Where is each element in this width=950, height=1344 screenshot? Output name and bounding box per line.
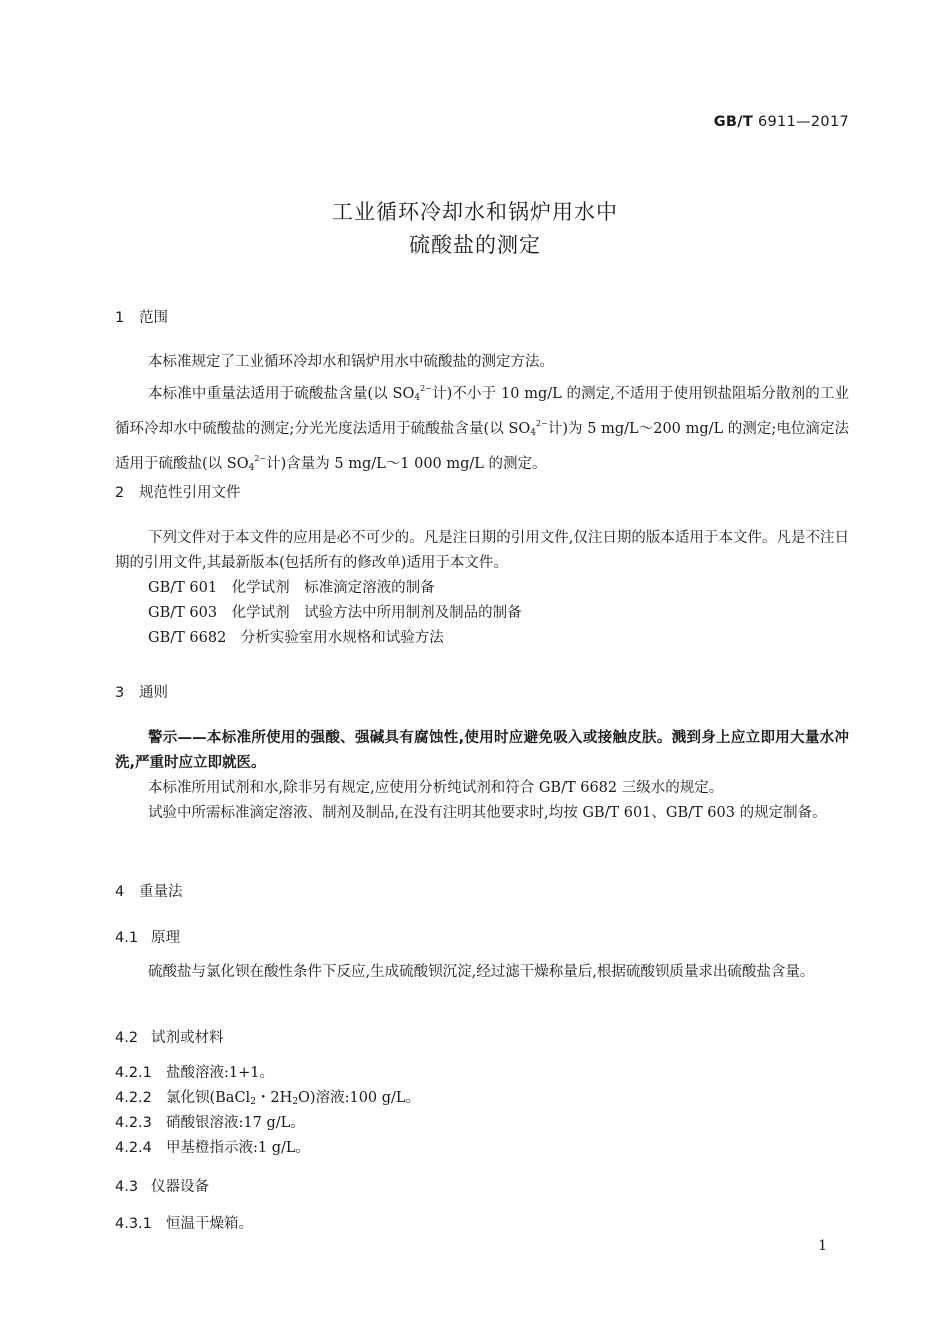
section-4-1-heading: 4.1 原理 (115, 930, 180, 946)
item-4-3-1: 4.3.1 恒温干燥箱。 (115, 1216, 253, 1232)
document-title-line-1: 工业循环冷却水和锅炉用水中 (332, 200, 618, 224)
item-4-2-4: 4.2.4 甲基橙指示液:1 g/L。 (115, 1140, 311, 1156)
section-3-heading: 3 通则 (115, 685, 168, 701)
section-1-paragraph-1: 本标准规定了工业循环冷却水和锅炉用水中硫酸盐的测定方法。 (148, 354, 554, 370)
document-title-line-2: 硫酸盐的测定 (409, 233, 541, 257)
section-1-paragraph-2: 本标准中重量法适用于硫酸盐含量(以 $SO_4^{2-}$计)不小于 10 mg/L 的测定,不适用于使用钡盐阻垢分散剂的工业循环冷却水中硫酸盐的测定;分光光度法适用于硫酸盐含量(以 $SO_4^{2-}$计)为 5 mg/L～200 mg/L 的测定;电位滴定法适用于硫酸盐(以 $SO_4^{2-}$计)含量为 5 mg/L～1 000 mg/L 的测定。 (115, 384, 849, 473)
section-4-3-heading: 4.3 仪器设备 (115, 1179, 209, 1195)
section-1-heading: 1 范围 (115, 310, 168, 326)
section-4-heading: 4 重量法 (115, 884, 183, 900)
section-3-paragraph-2: 试验中所需标准滴定溶液、制剂及制品,在没有注明其他要求时,均按 GB/T 601、GB/T 603 的规定制备。 (148, 805, 827, 821)
document-code: GB/T 6911—2017 (713, 114, 849, 130)
page-number: 1 (818, 1238, 827, 1254)
item-4-2-1: 4.2.1 盐酸溶液:1+1。 (115, 1065, 274, 1081)
section-3-paragraph-1: 本标准所用试剂和水,除非另有规定,应使用分析纯试剂和符合 GB/T 6682 三级水的规定。 (148, 780, 724, 796)
reference-gbt-603: GB/T 603 化学试剂 试验方法中所用制剂及制品的制备 (148, 605, 522, 621)
item-4-2-3: 4.2.3 硝酸银溶液:17 g/L。 (115, 1115, 305, 1131)
safety-warning: 警示——本标准所使用的强酸、强碱具有腐蚀性,使用时应避免吸入或接触皮肤。溅到身上应立即用大量水冲洗,严重时应立即就医。 (115, 730, 849, 771)
section-2-heading: 2 规范性引用文件 (115, 485, 241, 501)
reference-gbt-6682: GB/T 6682 分析实验室用水规格和试验方法 (148, 630, 444, 646)
section-2-paragraph: 下列文件对于本文件的应用是必不可少的。凡是注日期的引用文件,仅注日期的版本适用于本文件。凡是不注日期的引用文件,其最新版本(包括所有的修改单)适用于本文件。 (115, 530, 849, 571)
item-4-2-2: 4.2.2 氯化钡(BaCl$_2$・$2H_2O$)溶液:100 g/L。 (115, 1090, 421, 1107)
reference-gbt-601: GB/T 601 化学试剂 标准滴定溶液的制备 (148, 580, 435, 596)
section-4-1-paragraph: 硫酸盐与氯化钡在酸性条件下反应,生成硫酸钡沉淀,经过滤干燥称量后,根据硫酸钡质量求出硫酸盐含量。 (148, 964, 815, 980)
section-4-2-heading: 4.2 试剂或材料 (115, 1030, 224, 1046)
